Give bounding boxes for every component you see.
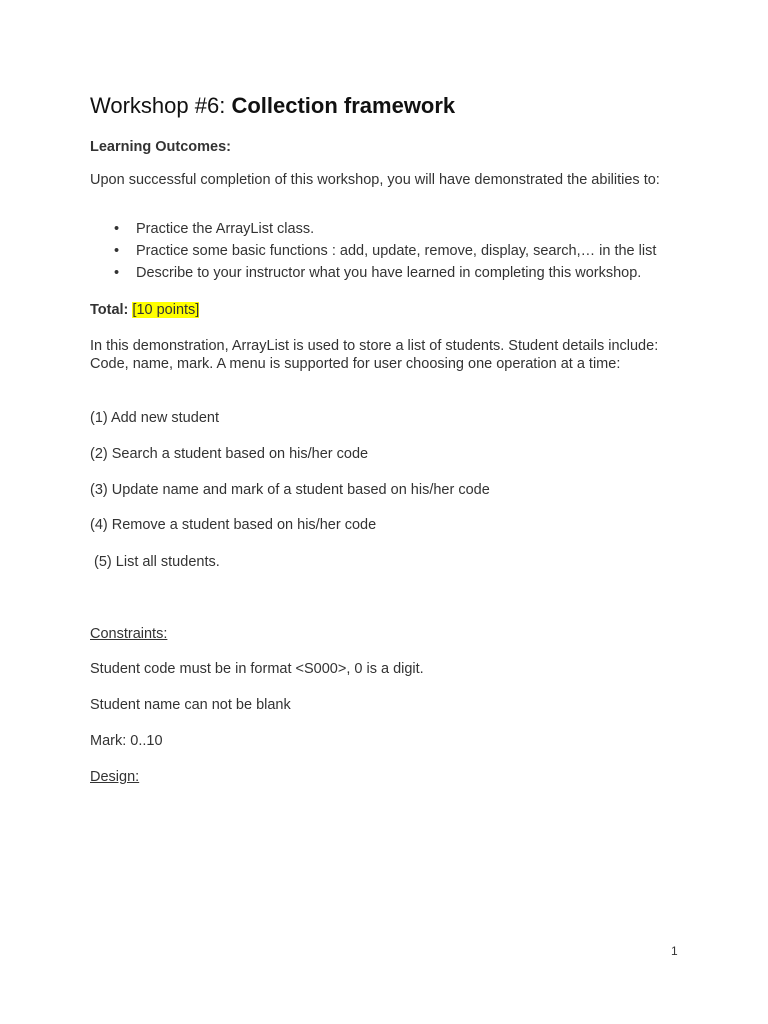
design-heading: Design: — [90, 769, 140, 785]
page-title — [90, 92, 455, 120]
demonstration-paragraph: In this demonstration, ArrayList is used to store a list of students. Student details include: Code, name, mark. A menu is supported for user choosing one operation at a time: — [90, 338, 659, 372]
list-item-text: Describe to your instructor what you have learned in completing this workshop. — [136, 265, 642, 281]
bullet-icon: • — [114, 221, 120, 237]
page-number: 1 — [671, 944, 678, 958]
learning-outcomes-list — [112, 220, 656, 286]
menu-item-remove: (4) Remove a student based on his/her code — [90, 517, 377, 533]
list-item — [112, 242, 656, 264]
bullet-icon: • — [114, 243, 120, 259]
learning-outcomes-heading: Learning Outcomes: — [90, 139, 231, 155]
constraint-mark-range: Mark: 0..10 — [90, 733, 163, 749]
constraint-code-format: Student code must be in format <S000>, 0 is a digit. — [90, 661, 424, 677]
menu-item-add: (1) Add new student — [90, 410, 219, 426]
title-bold: Collection framework — [231, 93, 456, 118]
bullet-icon: • — [114, 265, 120, 281]
constraints-heading: Constraints: — [90, 626, 168, 642]
list-item-text: Practice the ArrayList class. — [136, 221, 315, 237]
menu-item-list: (5) List all students. — [90, 554, 220, 570]
total-label: Total: — [90, 302, 129, 318]
list-item-text: Practice some basic functions : add, update, remove, display, search,… in the list — [136, 243, 657, 259]
menu-item-search: (2) Search a student based on his/her code — [90, 446, 369, 462]
learning-outcomes-intro: Upon successful completion of this workshop, you will have demonstrated the abilities to: — [90, 172, 660, 188]
total-value: [10 points] — [132, 302, 200, 318]
title-prefix: Workshop #6: — [90, 93, 232, 118]
menu-item-update: (3) Update name and mark of a student based on his/her code — [90, 482, 490, 498]
list-item — [112, 264, 656, 286]
constraint-name-blank: Student name can not be blank — [90, 697, 291, 713]
total-line — [90, 301, 199, 319]
list-item — [112, 220, 656, 242]
